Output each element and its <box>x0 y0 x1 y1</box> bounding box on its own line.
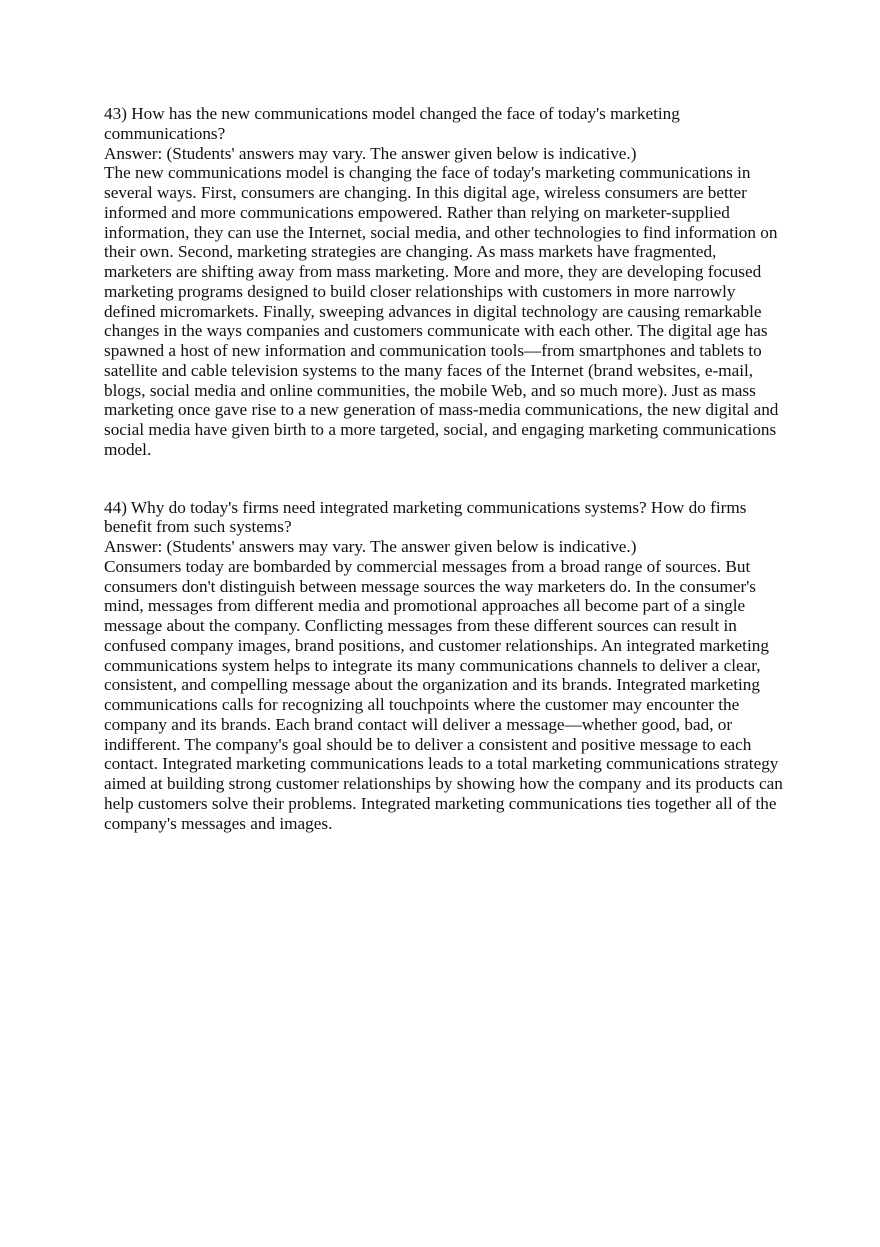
question-text: 43) How has the new communications model changed the face of today's marketing communications? <box>104 104 680 143</box>
answer-label: Answer: (Students' answers may vary. The answer given below is indicative.) <box>104 537 637 556</box>
question-block-43 <box>104 104 784 460</box>
question-block-44 <box>104 498 784 834</box>
document-page <box>104 104 784 833</box>
question-text: 44) Why do today's firms need integrated marketing communications systems? How do firms benefit from such systems? <box>104 497 747 537</box>
answer-label: Answer: (Students' answers may vary. The answer given below is indicative.) <box>104 143 637 163</box>
answer-body: Consumers today are bombarded by commercial messages from a broad range of sources. But consumers don't distinguish between message sources the way marketers do. In the consumer's mind, messages from different media and promotional approaches all become part of a single message about the company. Conflicting messages from these different sources can result in confused company images, brand positions, and customer relationships. An integrated marketing communications system helps to integrate its many communications channels to deliver a clear, consistent, and compelling message about the organization and its brands. Integrated marketing communications calls for recognizing all touchpoints where the customer may encounter the company and its brands. Each brand contact will deliver a message—whether good, bad, or indifferent. The company's goal should be to deliver a consistent and positive message to each contact. Integrated marketing communications leads to a total marketing communications strategy aimed at building strong customer relationships by showing how the company and its products can help customers solve their problems. Integrated marketing communications ties together all of the company's messages and images. <box>104 556 783 833</box>
answer-body: The new communications model is changing the face of today's marketing communications in several ways. First, consumers are changing. In this digital age, wireless consumers are better informed and more communications empowered. Rather than relying on marketer-supplied information, they can use the Internet, social media, and other technologies to find information on their own. Second, marketing strategies are changing. As mass markets have fragmented, marketers are shifting away from mass marketing. More and more, they are developing focused marketing programs designed to build closer relationships with customers in more narrowly defined micromarkets. Finally, sweeping advances in digital technology are causing remarkable changes in the ways companies and customers communicate with each other. The digital age has spawned a host of new information and communication tools—from smartphones and tablets to satellite and cable television systems to the many faces of the Internet (brand websites, e-mail, blogs, social media and online communities, the mobile Web, and so much more). Just as mass marketing once gave rise to a new generation of mass-media communications, the new digital and social media have given birth to a more targeted, social, and engaging marketing communications model. <box>104 163 779 459</box>
